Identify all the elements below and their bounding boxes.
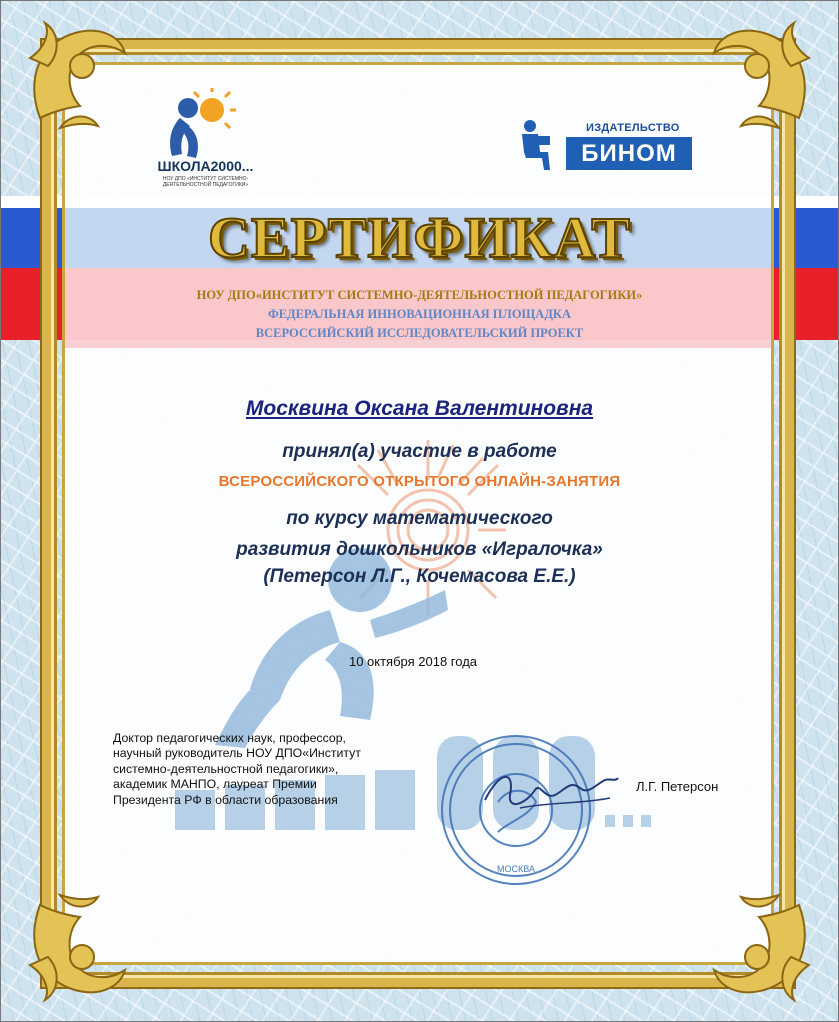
organization-line: ВСЕРОССИЙСКИЙ ИССЛЕДОВАТЕЛЬСКИЙ ПРОЕКТ (255, 326, 584, 340)
course-line: развития дошкольников «Игралочка» (236, 539, 603, 560)
ornament-corner-top-right (699, 18, 819, 138)
organization-line: НОУ ДПО«ИНСТИТУТ СИСТЕМНО-ДЕЯТЕЛЬНОСТНОЙ ПЕДАГОГИКИ» (196, 288, 643, 302)
signer-credential-line: Доктор педагогических наук, профессор, (113, 731, 346, 745)
signer-credential-line: Президента РФ в области образования (113, 792, 338, 807)
publisher-name: БИНОМ (566, 137, 692, 170)
ornament-corner-bottom-left (20, 885, 140, 1005)
ornament-corner-top-left (20, 18, 140, 138)
signer-credentials (113, 731, 453, 808)
school-logo-tagline: НОУ ДПО «ИНСТИТУТ СИСТЕМНО-ДЕЯТЕЛЬНОСТНОЙ ПЕДАГОГИКИ» (162, 176, 249, 188)
school-logo-label: ШКОЛА2000... (157, 158, 254, 174)
signature (480, 760, 620, 820)
issue-date: 10 октября 2018 года (348, 654, 478, 669)
event-name: ВСЕРОССИЙСКОГО ОТКРЫТОГО ОНЛАЙН-ЗАНЯТИЯ (218, 473, 621, 490)
course-line: по курсу математического (286, 508, 553, 529)
recipient-name: Москвина Оксана Валентиновна (245, 397, 594, 420)
publisher-reader-icon (514, 118, 560, 172)
signer-name: Л.Г. Петерсон (636, 779, 719, 794)
signer-credential-line: системно-деятельностной педагогики», (113, 761, 339, 776)
stamp-city-text: МОСКВА (497, 864, 535, 874)
signer-credential-line: академик МАНПО, лауреат Премии (113, 777, 317, 792)
organization-line: ФЕДЕРАЛЬНАЯ ИННОВАЦИОННАЯ ПЛОЩАДКА (267, 307, 572, 321)
certificate-title: СЕРТИФИКАТ (208, 205, 631, 270)
participation-text: принял(а) участие в работе (282, 441, 557, 462)
course-authors: (Петерсон Л.Г., Кочемасова Е.Е.) (263, 566, 576, 587)
publisher-prefix: ИЗДАТЕЛЬСТВО (586, 122, 680, 134)
watermark-child-figure (210, 530, 450, 750)
ornament-corner-bottom-right (699, 885, 819, 1005)
signer-credential-line: научный руководитель НОУ ДПО«Институт (113, 746, 361, 761)
